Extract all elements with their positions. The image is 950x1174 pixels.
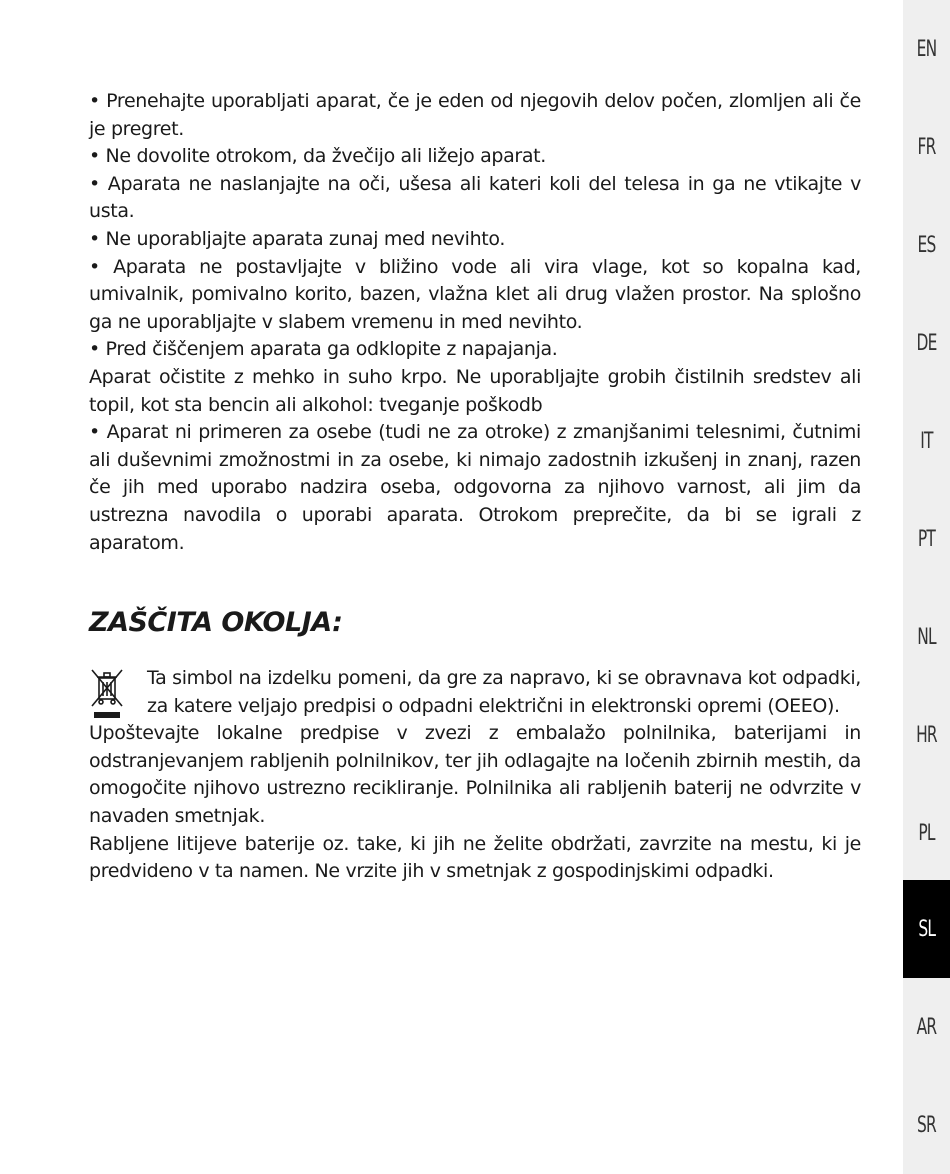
language-tab-it[interactable]: IT xyxy=(920,428,933,454)
weee-notice xyxy=(89,665,861,720)
active-language-label: SL xyxy=(918,916,935,942)
language-tab-de[interactable]: DE xyxy=(916,330,937,356)
language-tab-nl[interactable]: NL xyxy=(917,624,936,650)
safety-item-storm: • Ne uporabljajte aparata zunaj med nevihto. xyxy=(89,227,506,250)
language-tab-ar[interactable]: AR xyxy=(916,1014,937,1040)
language-tab-pt[interactable]: PT xyxy=(917,526,936,552)
language-tab-en[interactable]: EN xyxy=(916,36,937,62)
crossed-out-bin-icon xyxy=(89,667,125,721)
language-sidebar xyxy=(903,0,950,1174)
manual-content xyxy=(89,88,861,886)
language-tab-pl[interactable]: PL xyxy=(918,820,935,846)
disposal-instructions: Upoštevajte lokalne predpise v zvezi z embalažo polnilnika, baterijami in odstranjevanjem rabljenih polnilnikov, ter jih odlagajte na ločenih zbirnih mestih, da omogočite njihovo ustrezno recikliranje. Polnilnika ali rabljenih baterij ne odvrzite v navaden smetnjak. xyxy=(89,722,861,828)
safety-item-reduced-capabilities: • Aparat ni primeren za osebe (tudi ne za otroke) z zmanjšanimi telesnimi, čutnimi ali duševnimi zmožnostmi in za osebe, ki nimajo zadostnih izkušenj in znanj, razen če jih med uporabo nadzira oseba, odgovorna za njihovo varnost, ali jim da ustrezna navodila o uporabi aparata. Otrokom preprečite, da bi se igrali z aparatom. xyxy=(89,421,861,554)
safety-item-water: • Aparata ne postavljajte v bližino vode ali vira vlage, kot so kopalna kad, umivalnik, pomivalno korito, bazen, vlažna klet ali drug vlažen prostor. Na splošno ga ne uporabljajte v slabem vremenu in med nevihto. xyxy=(89,255,861,333)
language-tab-sl-active[interactable] xyxy=(903,880,950,978)
cleaning-instructions: Aparat očistite z mehko in suho krpo. Ne uporabljajte grobih čistilnih sredstev ali topil, kot sta bencin ali alkohol: tveganje poškodb xyxy=(89,365,861,416)
safety-item-unplug: • Pred čiščenjem aparata ga odklopite z napajanja. xyxy=(89,338,558,361)
lithium-battery-instructions: Rabljene litijeve baterije oz. take, ki jih ne želite obdržati, zavrzite na mestu, ki je predvideno v ta namen. Ne vrzite jih v smetnjak z gospodinjskimi odpadki. xyxy=(89,832,861,883)
language-tab-hr[interactable]: HR xyxy=(916,722,937,748)
language-tab-es[interactable]: ES xyxy=(917,232,936,258)
weee-description: Ta simbol na izdelku pomeni, da gre za napravo, ki se obravnava kot odpadki, za katere veljajo predpisi o odpadni električni in elektronski opremi (OEEO). xyxy=(147,667,861,717)
safety-item-cracked: • Prenehajte uporabljati aparat, če je eden od njegovih delov počen, zlomljen ali če je pregret. xyxy=(89,90,861,140)
section-title: ZAŠČITA OKOLJA: xyxy=(89,607,343,639)
language-tab-sr[interactable]: SR xyxy=(917,1112,936,1138)
language-tab-fr[interactable]: FR xyxy=(917,134,936,160)
safety-item-children-chew: • Ne dovolite otrokom, da žvečijo ali ližejo aparat. xyxy=(89,145,546,168)
safety-item-body-contact: • Aparata ne naslanjajte na oči, ušesa ali kateri koli del telesa in ga ne vtikajte v usta. xyxy=(89,172,861,223)
